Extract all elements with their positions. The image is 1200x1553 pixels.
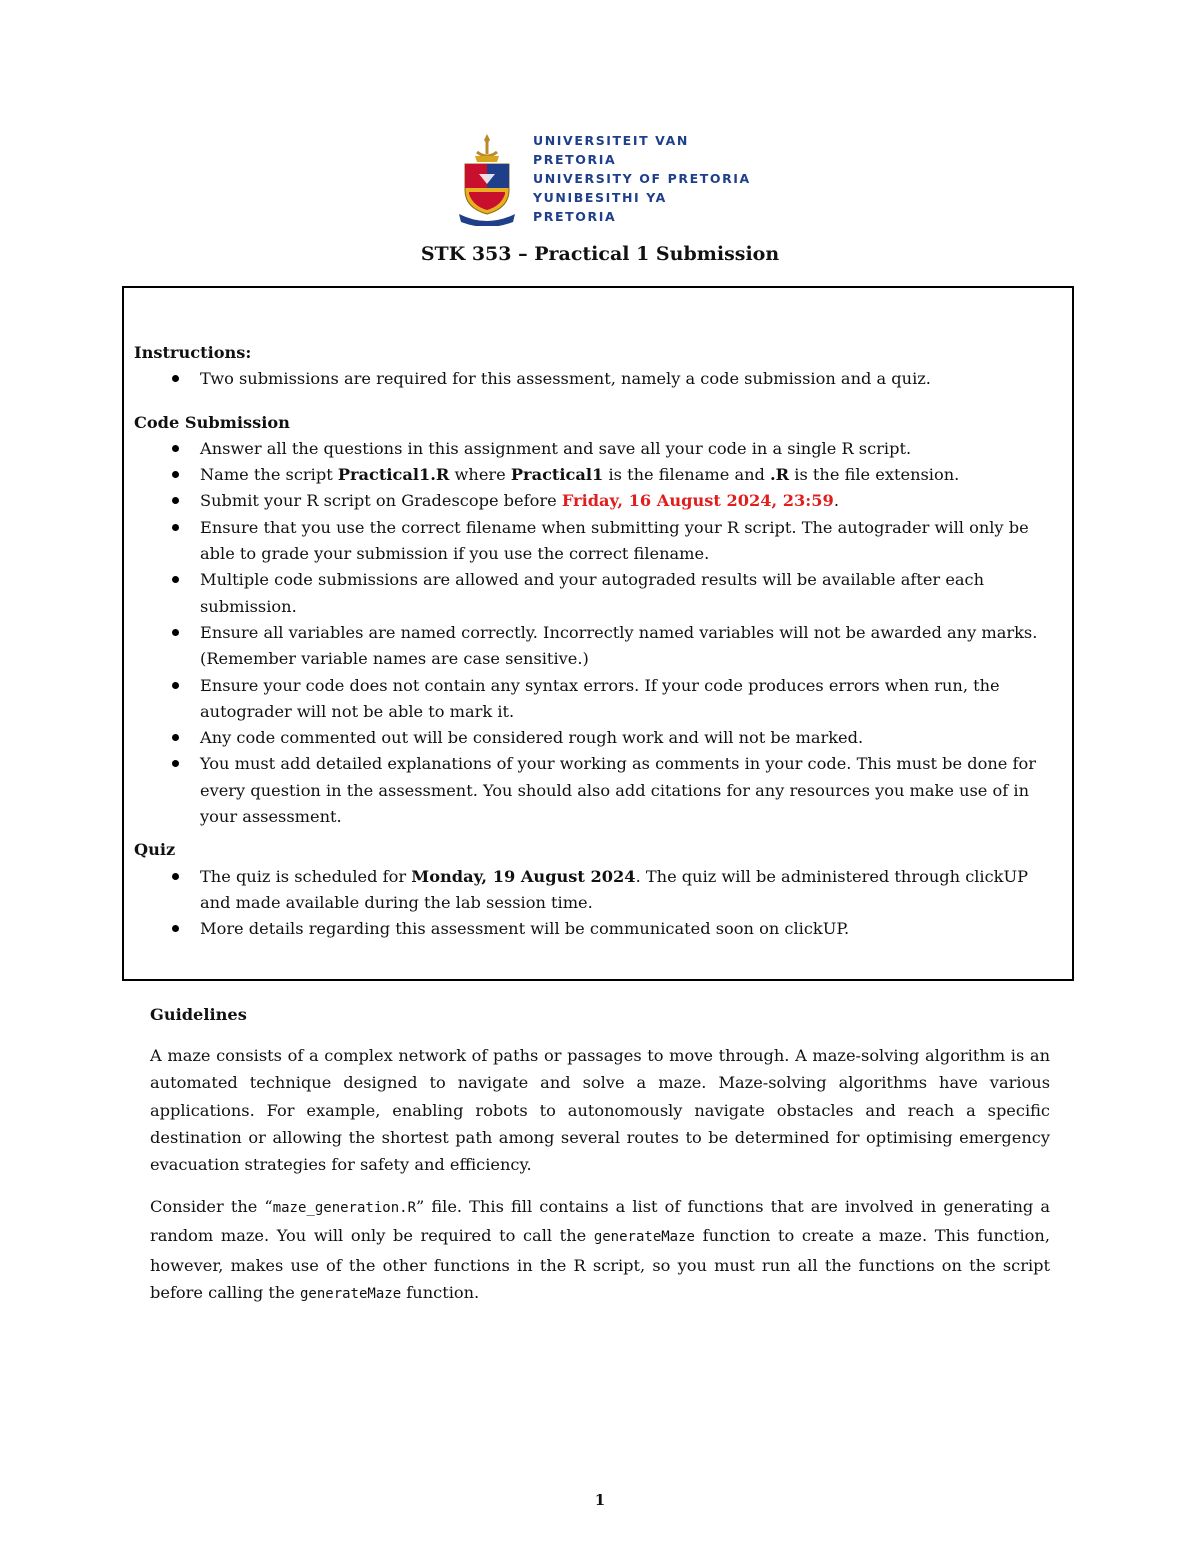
generate-maze-function: generateMaze: [299, 1285, 402, 1302]
page-number: 1: [594, 1491, 606, 1509]
university-crest-icon: [455, 130, 519, 226]
university-name-afrikaans: UNIVERSITEIT VAN PRETORIA: [533, 132, 689, 167]
quiz-list: [134, 864, 1062, 943]
list-item: Two submissions are required for this assessment, namely a code submission and a quiz.: [134, 366, 1062, 392]
quiz-heading: Quiz: [134, 840, 176, 860]
code-submission-list: [134, 436, 1062, 830]
quiz-date: Monday, 19 August 2024: [411, 866, 636, 886]
university-logo: [455, 130, 755, 226]
guidelines-paragraph-2: Consider the “maze_generation.R” file. This fill contains a list of functions that are involved in generating a random maze. You will only be required to call the generateMaze function to create a maze. This function, however, makes use of the other functions in the R script, so you must run all the functions on the script before calling the generateMaze function.: [150, 1197, 1050, 1302]
maze-file-name: maze_generation.R: [272, 1200, 416, 1217]
guidelines-paragraph-1: A maze consists of a complex network of paths or passages to move through. A maze-solving algorithm is an automated technique designed to navigate and solve a maze. Maze-solving algorithms have various applications. For example, enabling robots to autonomously navigate obstacles and reach a specific destination or allowing the shortest path among several routes to be determined for optimising emergency evacuation strategies for safety and efficiency.: [150, 1046, 1050, 1175]
list-item: More details regarding this assessment will be communicated soon on clickUP.: [134, 916, 1062, 942]
submission-deadline: Friday, 16 August 2024, 23:59: [561, 491, 834, 511]
instructions-heading: Instructions:: [134, 343, 252, 362]
university-name-sepedi: YUNIBESITHI YA PRETORIA: [533, 189, 667, 224]
list-item: Any code commented out will be considered rough work and will not be marked.: [134, 725, 1062, 751]
list-item: Submit your R script on Gradescope before Friday, 16 August 2024, 23:59.: [134, 488, 1062, 514]
script-filename: Practical1.R: [337, 465, 450, 485]
guidelines-heading: Guidelines: [150, 1005, 247, 1024]
page-title: STK 353 – Practical 1 Submission: [420, 243, 780, 265]
instructions-list: [134, 366, 1062, 392]
list-item: Answer all the questions in this assignment and save all your code in a single R script.: [134, 436, 1062, 462]
list-item: Ensure that you use the correct filename when submitting your R script. The autograder will only be able to grade your submission if you use the correct filename.: [134, 515, 1062, 568]
code-submission-heading: Code Submission: [134, 412, 290, 432]
university-name-english: UNIVERSITY OF PRETORIA: [533, 170, 751, 186]
list-item: Multiple code submissions are allowed and your autograded results will be available after each submission.: [134, 567, 1062, 620]
university-names: [533, 131, 755, 226]
generate-maze-function: generateMaze: [593, 1229, 695, 1246]
list-item: The quiz is scheduled for Monday, 19 August 2024. The quiz will be administered through clickUP and made available during the lab session time.: [134, 864, 1062, 917]
instructions-box: [122, 286, 1074, 981]
list-item: Ensure all variables are named correctly. Incorrectly named variables will not be awarded any marks. (Remember variable names are case sensitive.): [134, 620, 1062, 673]
list-item: You must add detailed explanations of your working as comments in your code. This must be done for every question in the assessment. You should also add citations for any resources you make use of in your assessment.: [134, 751, 1062, 830]
filename-term: Practical1: [510, 465, 604, 485]
list-item: Ensure your code does not contain any syntax errors. If your code produces errors when run, the autograder will not be able to mark it.: [134, 673, 1062, 726]
list-item: Name the script Practical1.R where Practical1 is the filename and .R is the file extension.: [134, 462, 1062, 488]
extension-term: .R: [770, 465, 790, 485]
guidelines-section: [150, 1001, 1050, 1323]
